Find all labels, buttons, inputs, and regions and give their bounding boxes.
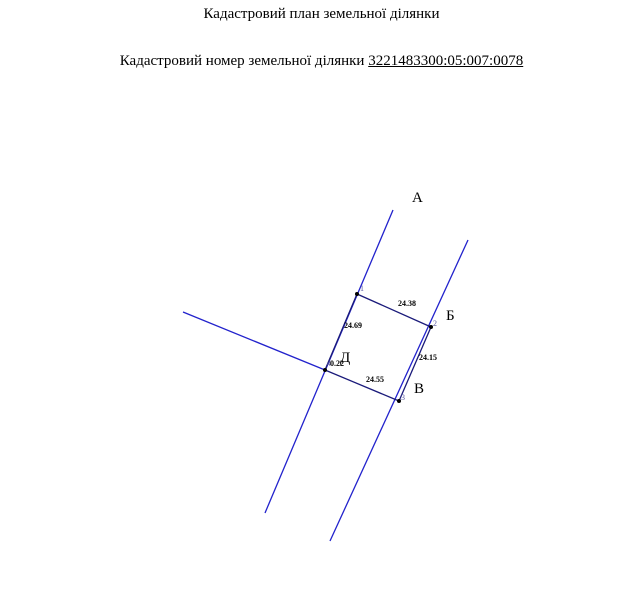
point-number-2: 2 [433,319,437,328]
boundary-line-b [330,240,468,541]
corner-point-1 [355,292,359,296]
side-length-1-2: 24.38 [398,299,416,308]
page-title: Кадастровий план земельної ділянки [203,6,440,22]
side-length-4-1: 24.69 [344,321,362,330]
point-number-3: 3 [401,393,405,402]
neighbor-label-a: А [412,190,423,206]
neighbor-label-v: В [414,381,425,397]
neighbor-label-b: Б [446,308,455,324]
parcel-side-1-2 [357,294,431,327]
side-length-2-3: 24.15 [419,353,437,362]
corner-point-4 [323,368,327,372]
parcel-side-3-4 [325,370,399,401]
side-length-3-4: 24.55 [366,375,384,384]
cadastral-number: 3221483300:05:007:0078 [368,53,524,69]
point-number-4: 4 [327,359,331,368]
boundary-line-d [183,312,325,370]
point-number-1: 1 [360,284,364,293]
neighbor-label-d: Д [340,350,351,366]
cadastral-label: Кадастровий номер земельної ділянки [119,53,365,69]
small-length-label: 0.22 [330,359,344,368]
